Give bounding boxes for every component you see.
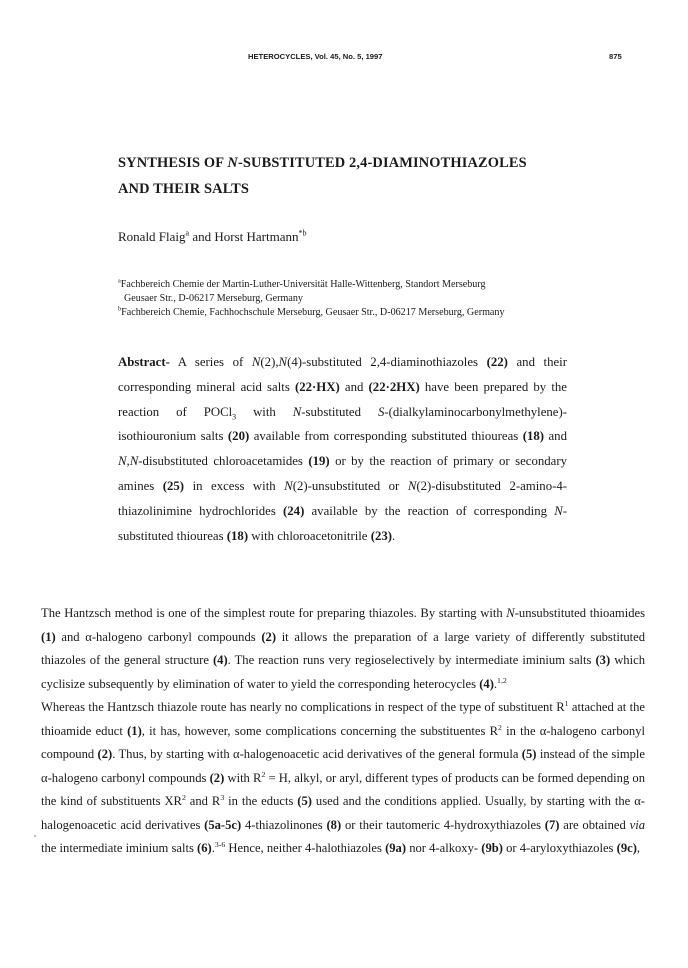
title-line-2: AND THEIR SALTS (118, 181, 250, 197)
paragraph-2: Whereas the Hantzsch thiazole route has nearly no complications in respect of the type of substituent $R^1$ attached at the thioamide educt (1), it has, however, some complications concerning the substituentes $R^2$ in the α-halogeno carbonyl compound (2). Thus, by starting with α-halogenoacetic acid derivatives of the general formula (5) instead of the simple α-halogeno carbonyl compounds (2) with $R^2 = H$, alkyl, or aryl, different types of products can be formed depending on the kind of substituents $XR^2$ and $R^3$ in the educts (5) used and the conditions applied. Usually, by starting with the α-halogenoacetic acid derivatives (5a-5c) 4-thiazolinones (8) or their tautomeric 4-hydroxythiazoles (7) are obtained via the intermediate iminium salts (6).$^{3-6}$ Hence, neither 4-halothiazoles (9a) nor 4-alkoxy- (9b) or 4-aryloxythiazoles (9c), (41, 698, 646, 855)
article-title (118, 150, 527, 202)
affiliation-a: $^a$Fachbereich Chemie der Martin-Luther-Universität Halle-Wittenberg, Standort Merseburg (118, 277, 486, 290)
running-header (0, 52, 688, 66)
paragraph-1: The Hantzsch method is one of the simplest route for preparing thiazoles. By starting with N-unsubstituted thioamides (1) and α-halogeno carbonyl compounds (2) it allows the preparation of a large variety of differently substituted thiazoles of the general structure (4). The reaction runs very regioselectively by intermediate iminium salts (3) which cyclisize subsequently by elimination of water to yield the corresponding heterocycles (4).$^{1,2}$ (41, 606, 645, 691)
affiliations (118, 278, 505, 321)
page-number: 875 (609, 52, 622, 61)
citation-ref: 1,2 (497, 675, 507, 685)
author-list: Ronald Flaig$^a$ and Horst Hartmann$^{*b}$ (118, 228, 307, 244)
abstract-label: Abstract- (118, 355, 170, 369)
author-name: Ronald Flaig (118, 229, 186, 244)
abstract: Abstract- A series of N(2),N(4)-substituted 2,4-diaminothiazoles (22) and their corresponding mineral acid salts (22·HX) and (22·2HX) have been prepared by the reaction of POCl$_3$ with N-substituted S-(dialkylaminocarbonylmethylene)-isothiouronium salts (20) available from corresponding substituted thioureas (18) and N,N-disubstituted chloroacetamides (19) or by the reaction of primary or secondary amines (25) in excess with N(2)-unsubstituted or N(2)-disubstituted 2-amino-4-thiazolinimine hydrochlorides (24) available by the reaction of corresponding N-substituted thioureas (18) with chloroacetonitrile (23). (118, 355, 568, 543)
affiliation-b: $^b$Fachbereich Chemie, Fachhochschule Merseburg, Geusaer Str., D-06217 Merseburg, Germany (118, 306, 505, 319)
author-name: Horst Hartmann (214, 229, 299, 244)
title-line-1: SYNTHESIS OF N-SUBSTITUTED 2,4-DIAMINOTHIAZOLES (118, 155, 527, 171)
citation-ref: 3-6 (214, 839, 226, 849)
journal-citation: HETEROCYCLES, Vol. 45, No. 5, 1997 (248, 52, 383, 61)
scan-speck (34, 835, 36, 837)
body-text (41, 602, 645, 861)
affiliation-a-address: Geusaer Str., D-06217 Merseburg, Germany (124, 293, 303, 305)
